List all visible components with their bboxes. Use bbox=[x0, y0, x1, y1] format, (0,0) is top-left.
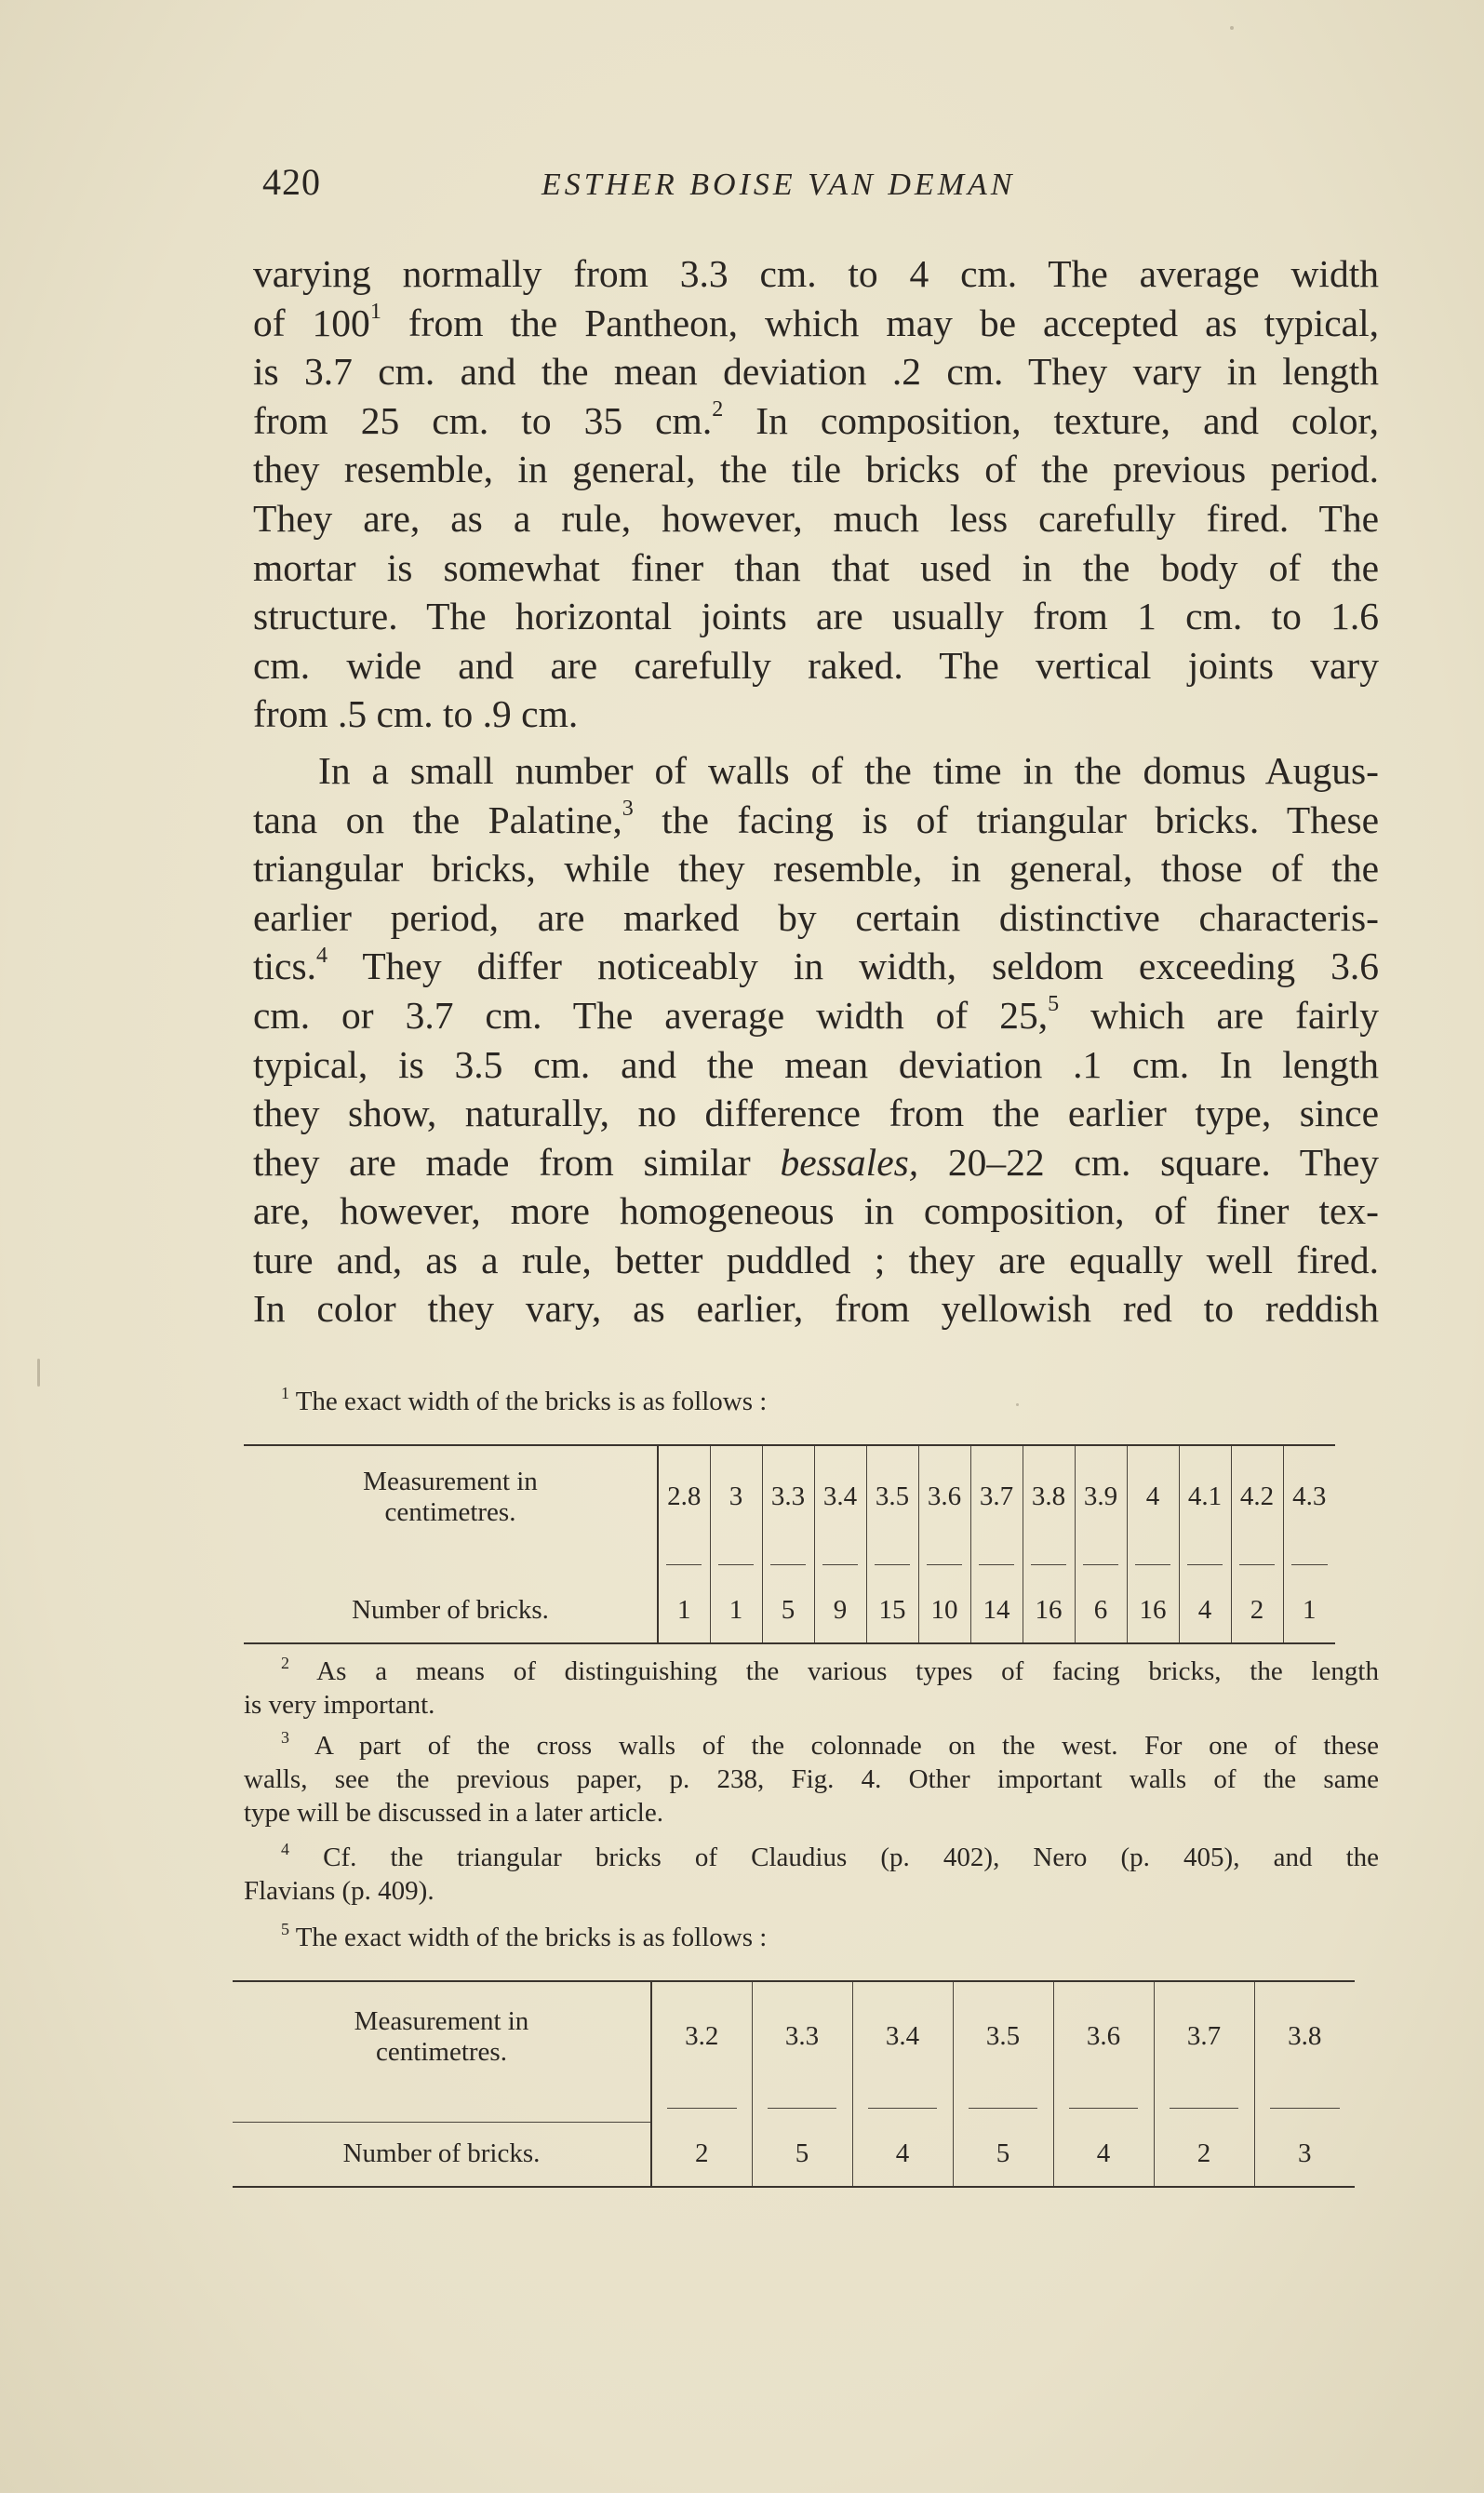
count-cell: 5 bbox=[953, 2122, 1053, 2187]
measurement-cell: 3 bbox=[710, 1445, 762, 1548]
measurement-cell: 4.2 bbox=[1231, 1445, 1283, 1548]
footnote-mark: 3 bbox=[281, 1727, 289, 1747]
footnote-3: $^3$ A part of the cross walls of the colonnade on the west. For one of these walls, see the previous paper, p. 238, Fig. 4. Other important walls of the same type will be discussed in a later article. bbox=[244, 1727, 1379, 1828]
measurement-cell: 4.3 bbox=[1283, 1445, 1335, 1548]
text-line: tics.$^4$ They differ noticeably in width, seldom exceeding 3.6 bbox=[253, 943, 1379, 988]
count-cell: 16 bbox=[1127, 1578, 1179, 1643]
footnote-ref[interactable]: 1 bbox=[369, 300, 381, 325]
text-line: In a small number of walls of the time in the domus Augus- bbox=[318, 748, 1379, 792]
footnote-ref[interactable]: 5 bbox=[1048, 992, 1060, 1017]
count-cell: 1 bbox=[658, 1578, 710, 1643]
measurement-cell: 3.4 bbox=[852, 1981, 953, 2091]
running-head: ESTHER BOISE VAN DEMAN bbox=[541, 168, 1016, 202]
footnote-1 bbox=[244, 1385, 1379, 1418]
text-line: are, however, more homogeneous in composition, of finer tex- bbox=[253, 1189, 1379, 1233]
count-cell: 2 bbox=[1154, 2122, 1254, 2187]
count-row bbox=[233, 2122, 1355, 2187]
measurement-table bbox=[244, 1444, 1335, 1644]
paper-speck bbox=[1230, 26, 1234, 30]
count-cell: 4 bbox=[1179, 1578, 1231, 1643]
measurement-cell: 3.4 bbox=[814, 1445, 866, 1548]
text-line: is 3.7 cm. and the mean deviation .2 cm. They vary in length bbox=[253, 350, 1379, 394]
count-cell: 4 bbox=[852, 2122, 953, 2187]
text-line: earlier period, are marked by certain distinctive characteris- bbox=[253, 895, 1379, 939]
measurement-cell: 4.1 bbox=[1179, 1445, 1231, 1548]
table-brick-widths-1 bbox=[244, 1444, 1335, 1644]
text-line: of 100$^1$ from the Pantheon, which may be accepted as typical, bbox=[253, 300, 1379, 344]
count-cell: 9 bbox=[814, 1578, 866, 1643]
text-line: from .5 cm. to .9 cm. bbox=[253, 692, 579, 736]
count-cell: 3 bbox=[1254, 2122, 1355, 2187]
divider-row bbox=[244, 1548, 1335, 1578]
text-line: structure. The horizontal joints are usually from 1 cm. to 1.6 bbox=[253, 595, 1379, 638]
measurement-cell: 3.7 bbox=[970, 1445, 1023, 1548]
text-line: ture and, as a rule, better puddled ; they are equally well fired. bbox=[253, 1238, 1379, 1281]
measurement-cell: 3.6 bbox=[918, 1445, 970, 1548]
measurement-cell: 3.6 bbox=[1053, 1981, 1154, 2091]
measurement-cell: 3.5 bbox=[866, 1445, 918, 1548]
footnote-mark: 2 bbox=[281, 1653, 289, 1672]
page-header bbox=[0, 160, 1484, 216]
text-line: triangular bricks, while they resemble, in general, those of the bbox=[253, 847, 1379, 891]
table-brick-widths-2 bbox=[233, 1980, 1355, 2188]
text-line: typical, is 3.5 cm. and the mean deviation .1 cm. In length bbox=[253, 1042, 1379, 1086]
text-line: cm. or 3.7 cm. The average width of 25,$^5$ which are fairly bbox=[253, 992, 1380, 1037]
footnote-5: $^5$ The exact width of the bricks is as follows : bbox=[281, 1919, 768, 1952]
measurement-cell: 3.5 bbox=[953, 1981, 1053, 2091]
measurement-cell: 3.8 bbox=[1254, 1981, 1355, 2091]
footnote-text: The exact width of the bricks is as follows : bbox=[295, 1387, 768, 1416]
measurement-cell: 3.3 bbox=[762, 1445, 814, 1548]
text-line: cm. wide and are carefully raked. The vertical joints vary bbox=[253, 643, 1379, 687]
paragraph-1 bbox=[253, 249, 1379, 739]
count-cell: 6 bbox=[1075, 1578, 1127, 1643]
footnote-ref[interactable]: 4 bbox=[316, 943, 328, 968]
text-line: In color they vary, as earlier, from yellowish red to reddish bbox=[253, 1287, 1379, 1331]
count-cell: 15 bbox=[866, 1578, 918, 1643]
count-cell: 2 bbox=[1231, 1578, 1283, 1643]
footnote-2: $^2$ As a means of distinguishing the various types of facing bricks, the length is very important. bbox=[244, 1653, 1379, 1720]
measurement-table bbox=[233, 1980, 1355, 2188]
measurement-cell: 4 bbox=[1127, 1445, 1179, 1548]
footnote-mark: 4 bbox=[281, 1839, 289, 1858]
measurement-cell: 2.8 bbox=[658, 1445, 710, 1548]
text-line: from 25 cm. to 35 cm.$^2$ In composition, texture, and color, bbox=[253, 397, 1380, 442]
count-cell: 5 bbox=[762, 1578, 814, 1643]
footnote-mark: 1 bbox=[281, 1383, 289, 1402]
body-text bbox=[253, 249, 1379, 1334]
measurement-cell: 3.7 bbox=[1154, 1981, 1254, 2091]
measurement-cell: 3.3 bbox=[752, 1981, 852, 2091]
footnote-mark: 5 bbox=[281, 1919, 289, 1938]
divider-row bbox=[233, 2091, 1355, 2122]
count-cell: 16 bbox=[1023, 1578, 1075, 1643]
paragraph-2 bbox=[253, 746, 1379, 1334]
measurement-cell: 3.2 bbox=[651, 1981, 752, 2091]
measurement-row bbox=[233, 1981, 1355, 2091]
text-line: they are made from similar bessales, 20–22 cm. square. They bbox=[253, 1140, 1380, 1184]
count-cell: 4 bbox=[1053, 2122, 1154, 2187]
count-cell: 14 bbox=[970, 1578, 1023, 1643]
paper-speck bbox=[1016, 1403, 1019, 1406]
count-cell: 1 bbox=[1283, 1578, 1335, 1643]
text-line: They are, as a rule, however, much less carefully fired. The bbox=[253, 496, 1379, 540]
paper-speck bbox=[37, 1359, 40, 1387]
count-cell: 10 bbox=[918, 1578, 970, 1643]
footnote-ref[interactable]: 3 bbox=[622, 797, 634, 822]
row-label: Number of bricks. bbox=[233, 2122, 651, 2187]
text-line: mortar is somewhat finer than that used in the body of the bbox=[253, 545, 1379, 589]
text-line: they resemble, in general, the tile bricks of the previous period. bbox=[253, 448, 1379, 491]
measurement-cell: 3.8 bbox=[1023, 1445, 1075, 1548]
measurement-row bbox=[244, 1445, 1335, 1548]
row-label: Measurement in centimetres. bbox=[244, 1445, 658, 1548]
text-line: tana on the Palatine,$^3$ the facing is of triangular bricks. These bbox=[253, 797, 1380, 841]
count-row bbox=[244, 1578, 1335, 1643]
footnote-ref[interactable]: 2 bbox=[712, 397, 724, 422]
count-cell: 5 bbox=[752, 2122, 852, 2187]
text-line: varying normally from 3.3 cm. to 4 cm. The average width bbox=[253, 252, 1379, 295]
page-number: 420 bbox=[262, 161, 321, 203]
count-cell: 1 bbox=[710, 1578, 762, 1643]
count-cell: 2 bbox=[651, 2122, 752, 2187]
row-label: Number of bricks. bbox=[244, 1578, 658, 1643]
text-line: they show, naturally, no difference from the earlier type, since bbox=[253, 1092, 1379, 1135]
row-label: Measurement in centimetres. bbox=[233, 1981, 651, 2091]
footnote-4: $^4$ Cf. the triangular bricks of Claudius (p. 402), Nero (p. 405), and the Flavians (p. 409). bbox=[244, 1839, 1380, 1906]
measurement-cell: 3.9 bbox=[1075, 1445, 1127, 1548]
